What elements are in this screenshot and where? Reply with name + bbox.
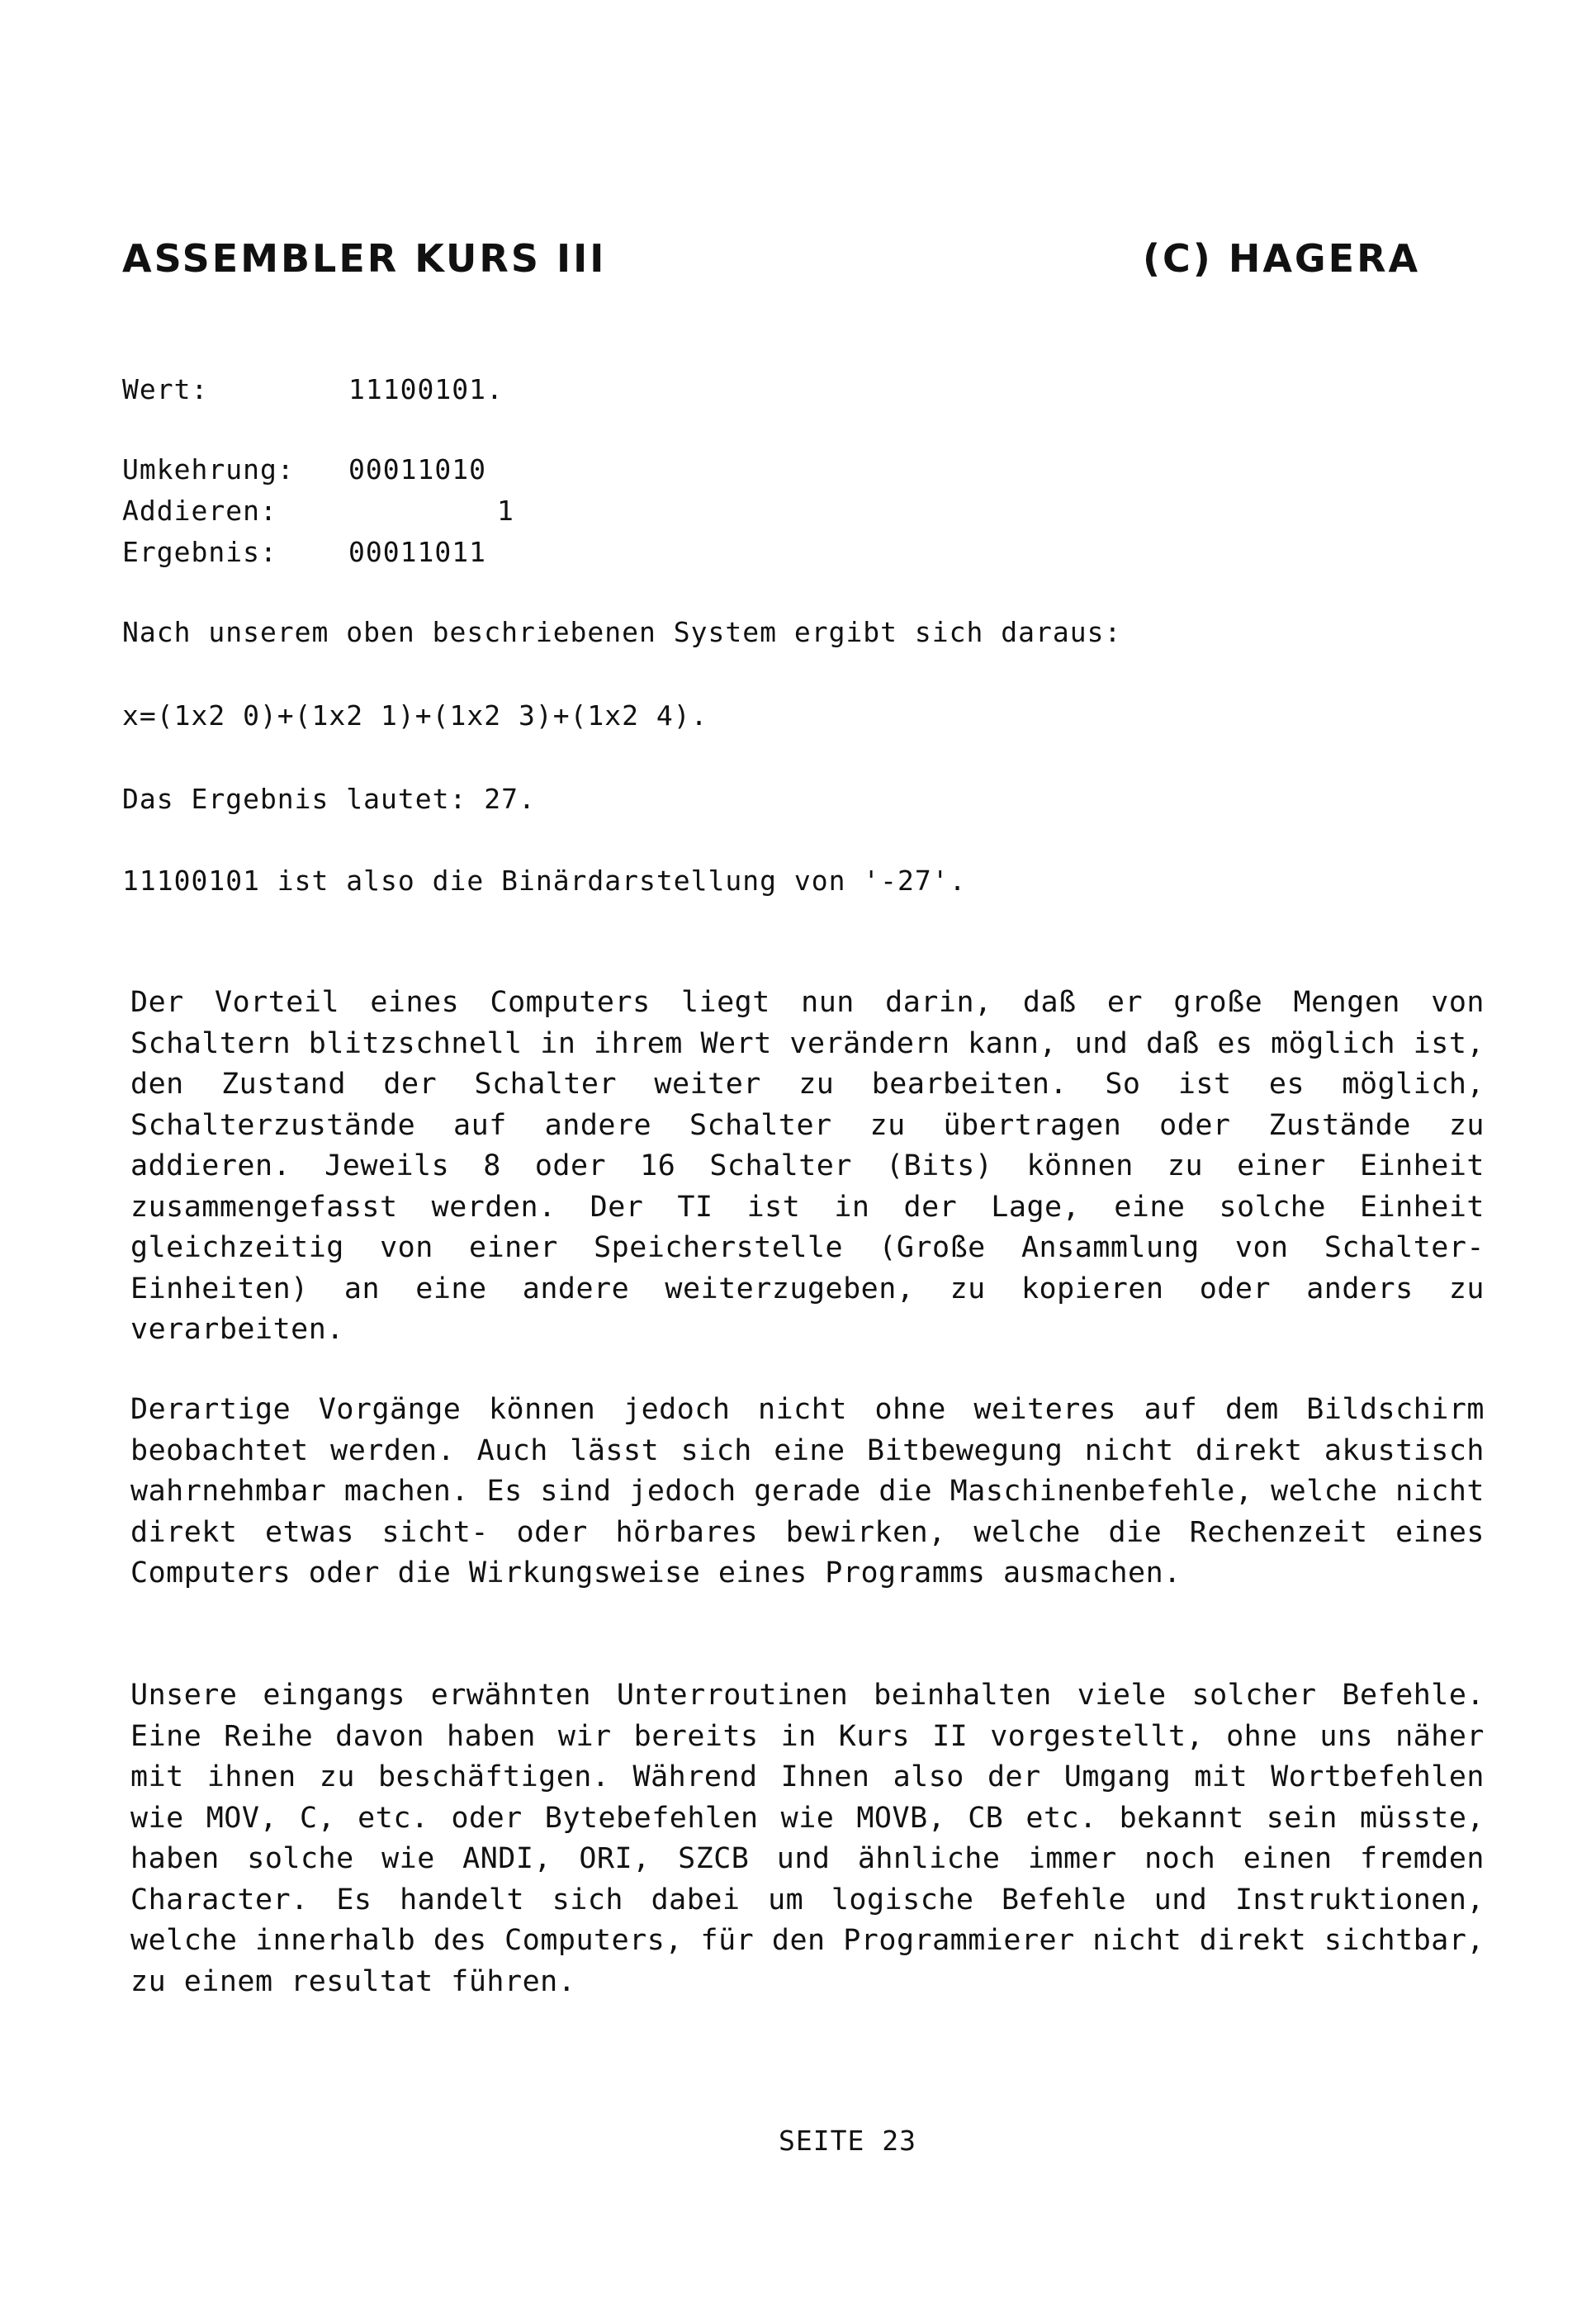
paragraph-computer-advantage — [130, 983, 1485, 1351]
wert-label: Wert: — [122, 373, 209, 405]
paragraph-text: Derartige Vorgänge können jedoch nicht ohne weiteres auf dem Bildschirm beobachtet werden. Auch lässt sich eine Bitbewegung nicht direkt akustisch wahrnehmbar machen. Es sind jedoch gerade die Maschinenbefehle, welche nicht direkt etwas sicht- oder hörbares bewirken, welche die Rechenzeit eines Computers oder die Wirkungsweise eines Programms ausmachen. — [130, 1393, 1485, 1590]
page-number: SEITE 23 — [779, 2125, 916, 2157]
binary-line: 11100101 ist also die Binärdarstellung von '-27'. — [122, 865, 967, 897]
copyright-notice: (C) HAGERA — [1143, 236, 1421, 281]
wert-value: 11100101. — [348, 373, 504, 405]
formula-line: x=(1x2 0)+(1x2 1)+(1x2 3)+(1x2 4). — [122, 699, 708, 732]
system-line: Nach unserem oben beschriebenen System ergibt sich daraus: — [122, 616, 1122, 648]
umkehrung-value: 00011010 — [348, 453, 486, 486]
course-title: ASSEMBLER KURS III — [122, 236, 607, 281]
ergebnis-label: Ergebnis: — [122, 536, 277, 568]
paragraph-machine-instructions — [130, 1390, 1485, 1594]
addieren-label: Addieren: — [122, 495, 277, 527]
ergebnis-value: 00011011 — [348, 536, 486, 568]
paragraph-text: Unsere eingangs erwähnten Unterroutinen beinhalten viele solcher Befehle. Eine Reihe davon haben wir bereits in Kurs II vorgestellt, ohne uns näher mit ihnen zu beschäftigen. Während Ihnen also der Umgang mit Wortbefehlen wie MOV, C, etc. oder Bytebefehlen wie MOVB, CB etc. bekannt sein müsste, haben solche wie ANDI, ORI, SZCB und ähnliche immer noch einen fremden Character. Es handelt sich dabei um logische Befehle und Instruktionen, welche innerhalb des Computers, für den Programmierer nicht direkt sichtbar, zu einem resultat führen. — [130, 1679, 1485, 1998]
paragraph-text: Der Vorteil eines Computers liegt nun darin, daß er große Mengen von Schaltern blitzschnell in ihrem Wert verändern kann, und daß es möglich ist, den Zustand der Schalter weiter zu bearbeiten. So ist es möglich, Schalterzustände auf andere Schalter zu übertragen oder Zustände zu addieren. Jeweils 8 oder 16 Schalter (Bits) können zu einer Einheit zusammengefasst werden. Der TI ist in der Lage, eine solche Einheit gleichzeitig von einer Speicherstelle (Große Ansammlung von Schalter-Einheiten) an eine andere weiterzugeben, zu kopieren oder anders zu verarbeiten. — [130, 986, 1485, 1346]
paragraph-subroutines — [130, 1675, 1485, 2002]
addieren-value: 1 — [497, 495, 514, 527]
umkehrung-label: Umkehrung: — [122, 453, 295, 486]
result-line: Das Ergebnis lautet: 27. — [122, 783, 536, 815]
